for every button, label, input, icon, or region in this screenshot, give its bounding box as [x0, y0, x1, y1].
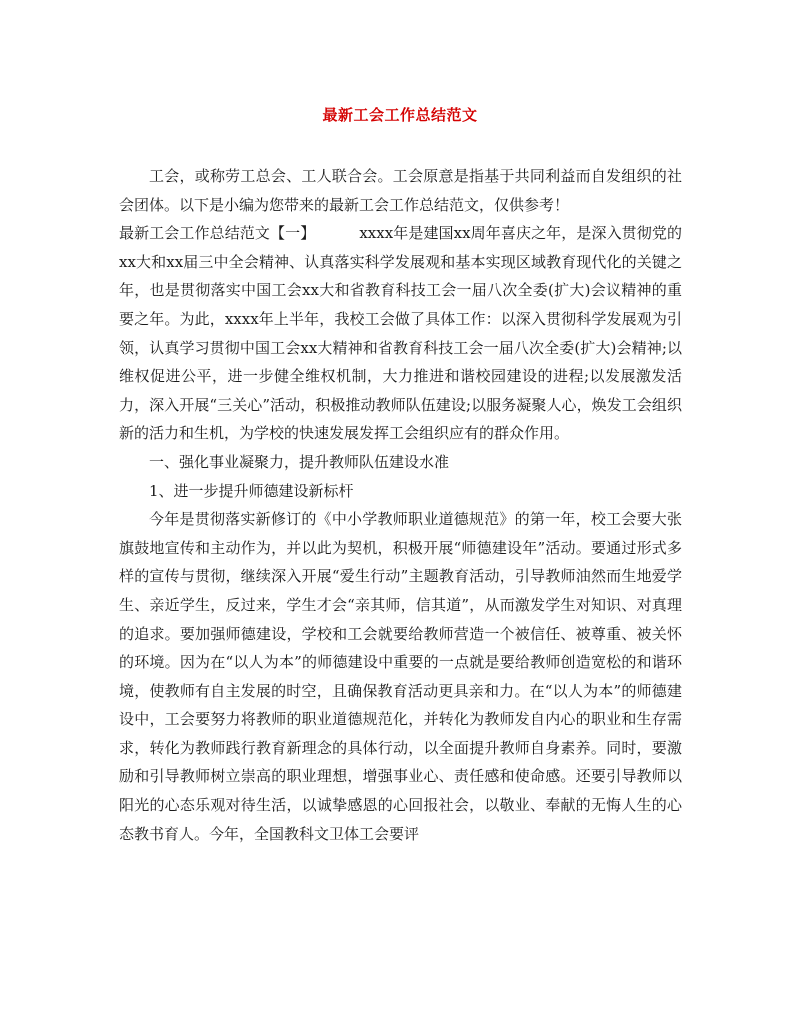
section-text: xxxx年是建国xx周年喜庆之年，是深入贯彻党的xx大和xx届三中全会精神、认真落实科学发展观和基本实现区域教育现代化的关键之年，也是贯彻落实中国工会xx大和省教育科技工会一届八次全委(扩大)会议精神的重要之年。为此，xxxx年上半年，我校工会做了具体工作：以深入贯彻科学发展观为引领，认真学习贯彻中国工会xx大精神和省教育科技工会一届八次全委(扩大)会精神;以维权促进公平，进一步健全维权机制，大力推进和谐校园建设的进程;以发展激发活力，深入开展“三关心”活动，积极推动教师队伍建设;以服务凝聚人心，焕发工会组织新的活力和生机，为学校的快速发展发挥工会组织应有的群众作用。: [119, 224, 682, 443]
heading-level-1: 一、强化事业凝聚力，提升教师队伍建设水准: [149, 452, 450, 471]
section-label: 最新工会工作总结范文【一】: [119, 224, 316, 243]
section-paragraph: [119, 219, 682, 448]
intro-paragraph: 工会，或称劳工总会、工人联合会。工会原意是指基于共同利益而自发组织的社会团体。以下是小编为您带来的最新工会工作总结范文，仅供参考！: [119, 167, 682, 214]
body-paragraph: 今年是贯彻落实新修订的《中小学教师职业道德规范》的第一年，校工会要大张旗鼓地宣传和主动作为，并以此为契机，积极开展“师德建设年”活动。要通过形式多样的宣传与贯彻，继续深入开展“爱生行动”主题教育活动，引导教师油然而生地爱学生、亲近学生，反过来，学生才会“亲其师，信其道”，从而激发学生对知识、对真理的追求。要加强师德建设，学校和工会就要给教师营造一个被信任、被尊重、被关怀的环境。因为在“以人为本”的师德建设中重要的一点就是要给教师创造宽松的和谐环境，使教师有自主发展的时空，且确保教育活动更具亲和力。在“以人为本”的师德建设中，工会要努力将教师的职业道德规范化，并转化为教师发自内心的职业和生存需求，转化为教师践行教育新理念的具体行动，以全面提升教师自身素养。同时，要激励和引导教师树立崇高的职业理想，增强事业心、责任感和使命感。还要引导教师以阳光的心态乐观对待生活，以诚挚感恩的心回报社会，以敬业、奉献的无悔人生的心态教书育人。今年，全国教科文卫体工会要评: [119, 510, 682, 843]
heading-level-2: 1、进一步提升师德建设新标杆: [149, 481, 354, 500]
document-body: [119, 162, 682, 848]
document-title: 最新工会工作总结范文: [322, 106, 478, 124]
